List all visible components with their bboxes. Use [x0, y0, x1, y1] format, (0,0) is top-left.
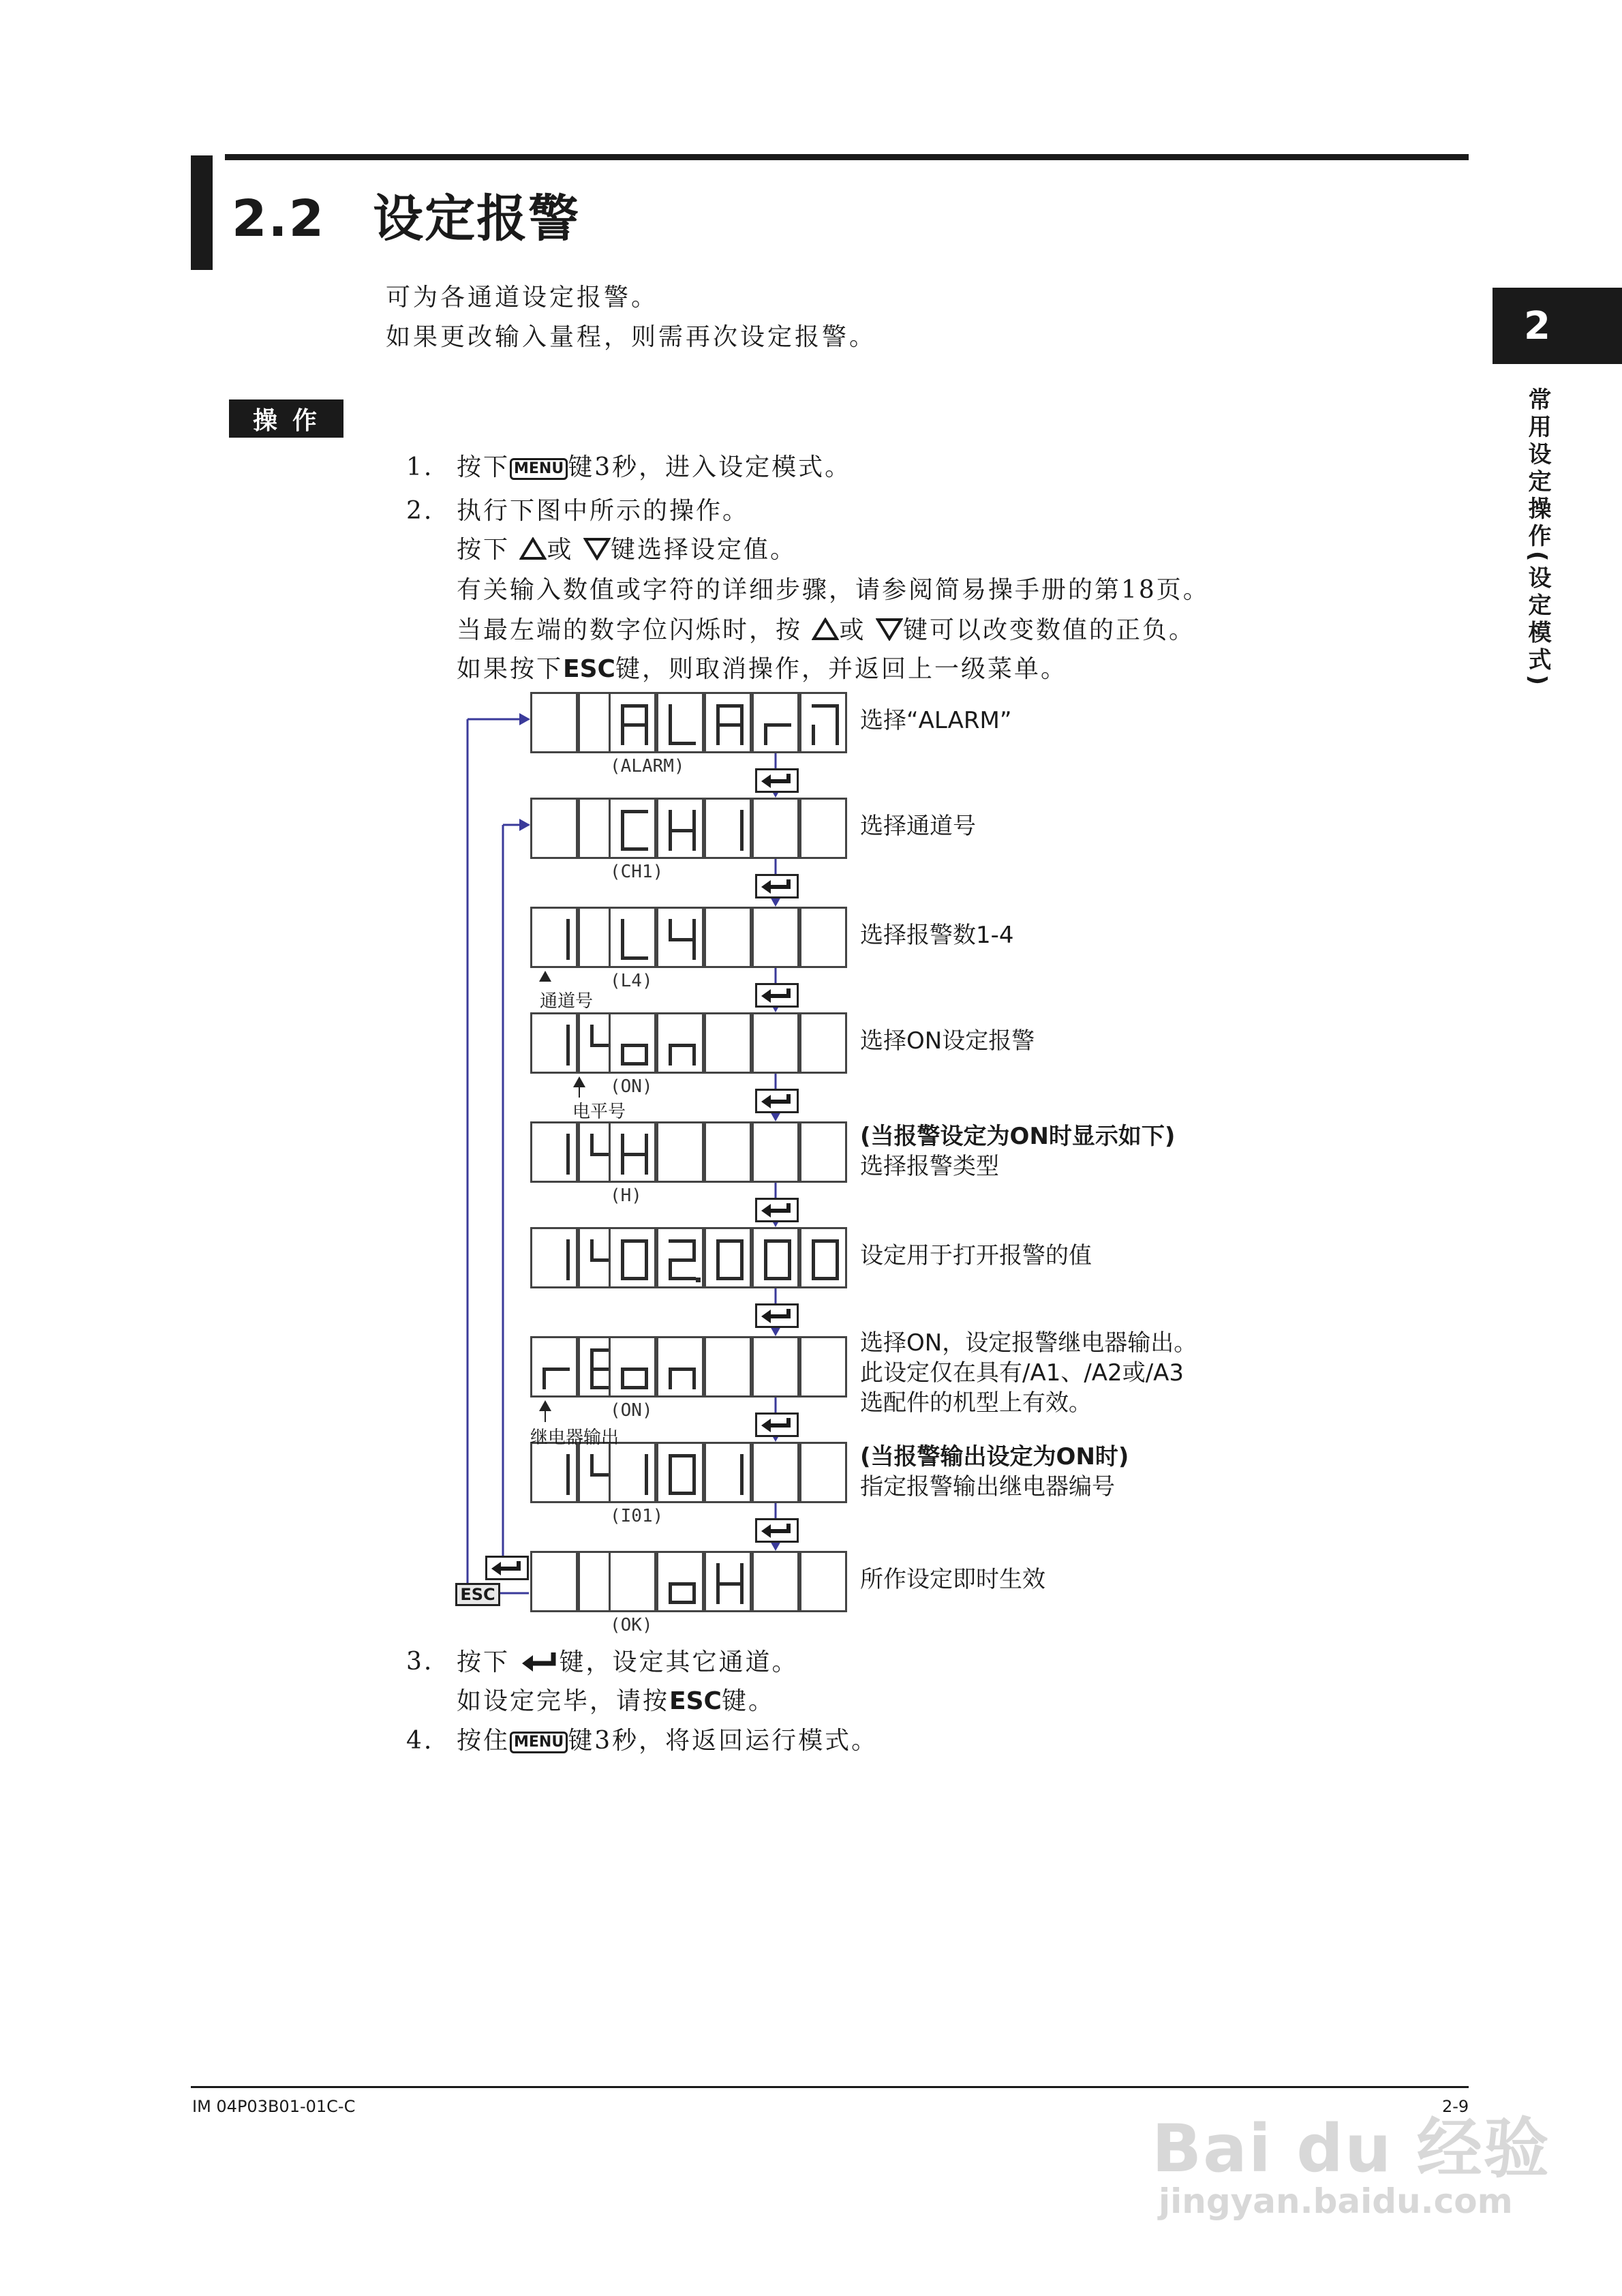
seg-a [716, 704, 744, 708]
seg-e [716, 1584, 720, 1604]
seg-b [645, 1454, 648, 1475]
row-7-mnemonic: (I01) [610, 1506, 664, 1526]
row-6-left-digit-0 [530, 1336, 578, 1398]
seg-c [836, 725, 839, 745]
seg-b [566, 1239, 570, 1260]
seg-d [669, 1492, 696, 1495]
seg-f [716, 1239, 720, 1260]
row-8-mnemonic: (OK) [610, 1615, 653, 1635]
menu-key-icon: MENU [510, 1732, 568, 1753]
seg-f [621, 919, 624, 939]
row-7-main-digit-2 [704, 1442, 752, 1503]
row-4-left-digit-0 [530, 1121, 578, 1183]
step-4-number: 4. [406, 1727, 434, 1755]
seg-b [788, 1239, 791, 1260]
watermark-url: jingyan.baidu.com [1159, 2181, 1513, 2221]
channel-number-label: 通道号 [540, 991, 594, 1012]
row-1-mnemonic: (CH1) [610, 862, 664, 882]
seg-d [716, 1277, 744, 1280]
seg-a [621, 704, 648, 708]
row-4-desc-1: 选择报警类型 [860, 1153, 999, 1180]
seg-e [621, 1369, 624, 1389]
seg-e [669, 1260, 672, 1280]
seg-c [692, 939, 696, 960]
step-3-post: 键，设定其它通道。 [559, 1648, 799, 1676]
seg-d [621, 1386, 648, 1389]
seg-e [590, 1369, 594, 1389]
row-0-main-digit-0 [609, 692, 656, 753]
seg-c [740, 1584, 744, 1604]
row-1-main-digit-0 [609, 798, 656, 859]
row-6-desc-1: 此设定仅在具有/A1、/A2或/A3 [860, 1359, 1184, 1387]
row-6-main-digit-1 [656, 1336, 704, 1398]
row-7-main-digit-0 [609, 1442, 656, 1503]
seg-a [764, 1239, 791, 1243]
row-5-main-digit-4 [799, 1227, 847, 1288]
row-2-mnemonic: (L4) [610, 971, 653, 991]
enter-key-icon [757, 1200, 797, 1220]
row-4-desc-0: (当报警设定为ON时显示如下) [860, 1123, 1176, 1150]
row-2-enter-key [755, 983, 799, 1008]
seg-g [621, 1368, 648, 1371]
step-4-pre: 按住 [457, 1727, 510, 1755]
step-1-number: 1. [406, 453, 434, 481]
seg-e [669, 1475, 672, 1495]
step-4-post: 键3秒，将返回运行模式。 [568, 1727, 878, 1755]
step-2-line-2-post: 键选择设定值。 [610, 536, 797, 564]
seg-f [716, 1563, 720, 1584]
row-3-main-digit-4 [799, 1012, 847, 1074]
seg-e [669, 830, 672, 851]
step-2-line-3: 有关输入数值或字符的详细步骤，请参阅简易操手册的第18页。 [457, 576, 1210, 604]
seg-e [621, 939, 624, 960]
seg-c [566, 1154, 570, 1175]
seg-d [621, 956, 648, 960]
seg-b [740, 704, 744, 725]
row-5-main-digit-0 [609, 1227, 656, 1288]
row-7-main-digit-1 [656, 1442, 704, 1503]
row-0-main-digit-3 [752, 692, 799, 753]
seg-e [621, 725, 624, 745]
step-2-line-4-post: 键可以改变数值的正负。 [902, 616, 1195, 644]
step-3-line-1 [457, 1650, 798, 1675]
seg-b [692, 1454, 696, 1475]
row-0-desc-0: 选择“ALARM” [860, 707, 1012, 734]
row-8-main-digit-3 [752, 1551, 799, 1612]
row-4-main-digit-1 [656, 1121, 704, 1183]
row-3-main-digit-3 [752, 1012, 799, 1074]
seg-b [740, 810, 744, 830]
arrow-head [573, 1076, 585, 1087]
seg-c [566, 1260, 570, 1280]
enter-key-icon [757, 985, 797, 1006]
seg-g [621, 1153, 648, 1156]
step-2-line-2-or: 或 [547, 536, 574, 564]
row-0-mnemonic: (ALARM) [610, 756, 685, 776]
enter-key-icon [487, 1558, 527, 1578]
operation-badge: 操作 [229, 399, 343, 438]
seg-b [566, 1025, 570, 1045]
seg-b [692, 810, 696, 830]
row-7-main-digit-4 [799, 1442, 847, 1503]
seg-f [812, 1239, 815, 1260]
arrow-head [539, 1400, 551, 1411]
row-4-mnemonic: (H) [610, 1185, 642, 1206]
seg-f [764, 1239, 767, 1260]
seg-g [669, 938, 696, 941]
seg-b [645, 704, 648, 725]
seg-g [621, 1044, 648, 1047]
row-5-enter-key [755, 1303, 799, 1328]
seg-f [590, 1239, 594, 1260]
seg-b [566, 1134, 570, 1154]
row-7-desc-1: 指定报警输出继电器编号 [860, 1473, 1115, 1500]
seg-c [740, 725, 744, 745]
seg-g [716, 1582, 744, 1586]
row-4-enter-key [755, 1198, 799, 1222]
row-4-main-digit-0 [609, 1121, 656, 1183]
row-1-main-digit-3 [752, 798, 799, 859]
step-2-line-4-or: 或 [839, 616, 866, 644]
row-6-desc-0: 选择ON，设定报警继电器输出。 [860, 1329, 1197, 1357]
row-1-main-digit-2 [704, 798, 752, 859]
row-0-enter-key [755, 768, 799, 793]
seg-b [645, 1239, 648, 1260]
step-3-line-2-post: 键。 [721, 1687, 775, 1715]
row-8-desc-0: 所作设定即时生效 [860, 1566, 1045, 1593]
step-3-pre: 按下 [457, 1648, 510, 1676]
seg-d [812, 1277, 839, 1280]
seg-g [716, 723, 744, 727]
seg-c [566, 1045, 570, 1066]
row-6-main-digit-0 [609, 1336, 656, 1398]
footer-rule [191, 2086, 1469, 2088]
seg-d [669, 1277, 696, 1280]
enter-key-icon [757, 770, 797, 791]
seg-f [716, 704, 720, 725]
seg-e [669, 1369, 672, 1389]
row-7-enter-key [755, 1518, 799, 1543]
chapter-number: 2 [1524, 303, 1550, 348]
footer-page-number: 2-9 [1442, 2097, 1469, 2116]
seg-f [621, 704, 624, 725]
seg-b [692, 919, 696, 939]
row-3-desc-0: 选择ON设定报警 [860, 1027, 1035, 1055]
row-6-main-digit-3 [752, 1336, 799, 1398]
esc-key-label: ESC [563, 655, 615, 683]
seg-g [669, 1044, 696, 1047]
row-5-main-digit-3 [752, 1227, 799, 1288]
seg-f [621, 810, 624, 830]
row-8-main-digit-1 [656, 1551, 704, 1612]
seg-c [566, 939, 570, 960]
seg-f [621, 1239, 624, 1260]
seg-f [590, 1348, 594, 1369]
seg-e [621, 1154, 624, 1175]
seg-e [716, 725, 720, 745]
seg-b [692, 1239, 696, 1260]
row-0-left-digit-0 [530, 692, 578, 753]
seg-c [740, 830, 744, 851]
step-2-line-4-pre: 当最左端的数字位闪烁时，按 [457, 616, 803, 644]
loop-enter-key [485, 1556, 529, 1580]
seg-c [692, 830, 696, 851]
intro-line-1: 可为各通道设定报警。 [386, 284, 659, 312]
seg-f [669, 919, 672, 939]
seg-e [621, 1045, 624, 1066]
seg-f [669, 704, 672, 725]
row-3-main-digit-2 [704, 1012, 752, 1074]
row-7-main-digit-3 [752, 1442, 799, 1503]
enter-key-icon [757, 1091, 797, 1111]
enter-key-icon [757, 876, 797, 896]
arrow-head [519, 713, 530, 725]
row-2-main-digit-0 [609, 907, 656, 968]
row-6-desc-2: 选配件的机型上有效。 [860, 1389, 1092, 1417]
watermark-brand: Bai du 经验 [1152, 2111, 1550, 2187]
seg-g [669, 829, 696, 832]
seg-c [692, 1045, 696, 1066]
step-3-line-2 [457, 1689, 775, 1714]
section-title: 设定报警 [373, 190, 581, 248]
seg-a [669, 1239, 696, 1243]
row-6-enter-key [755, 1413, 799, 1437]
seg-g [621, 723, 648, 727]
row-0-main-digit-1 [656, 692, 704, 753]
seg-b [645, 1134, 648, 1154]
row-1-enter-key [755, 874, 799, 898]
esc-key-badge: ESC [455, 1583, 500, 1606]
step-4 [457, 1729, 878, 1753]
row-3-mnemonic: (ON) [610, 1076, 653, 1097]
seg-c [645, 1475, 648, 1495]
seg-e [812, 725, 815, 745]
seg-b [740, 1563, 744, 1584]
seg-b [566, 919, 570, 939]
step-3-line-2-pre: 如设定完毕，请按 [457, 1687, 670, 1715]
seg-b [566, 1454, 570, 1475]
step-3-number: 3. [406, 1648, 434, 1676]
row-2-main-digit-1 [656, 907, 704, 968]
step-1-post: 键3秒，进入设定模式。 [568, 453, 852, 481]
seg-e [621, 830, 624, 851]
intro-line-2: 如果更改输入量程，则需再次设定报警。 [386, 323, 877, 351]
row-8-main-digit-0 [609, 1551, 656, 1612]
row-7-left-digit-0 [530, 1442, 578, 1503]
row-8-main-digit-4 [799, 1551, 847, 1612]
row-7-desc-0: (当报警输出设定为ON时) [860, 1443, 1129, 1470]
seg-g [669, 1582, 696, 1586]
row-2-left-digit-0 [530, 907, 578, 968]
row-4-main-digit-3 [752, 1121, 799, 1183]
seg-e [812, 1260, 815, 1280]
row-3-main-digit-1 [656, 1012, 704, 1074]
menu-key-icon: MENU [510, 458, 568, 480]
seg-c [566, 1475, 570, 1495]
seg-e [669, 1045, 672, 1066]
step-2-line-2-pre: 按下 [457, 536, 510, 564]
seg-c [645, 725, 648, 745]
enter-key-icon [757, 1415, 797, 1435]
seg-g [669, 1368, 696, 1371]
seg-d [621, 1062, 648, 1066]
seg-d [621, 847, 648, 851]
row-1-main-digit-4 [799, 798, 847, 859]
row-6-main-digit-2 [704, 1336, 752, 1398]
seg-f [590, 1134, 594, 1154]
row-3-enter-key [755, 1089, 799, 1113]
seg-e [669, 725, 672, 745]
row-2-main-digit-4 [799, 907, 847, 968]
relay-output-label: 继电器输出 [530, 1428, 619, 1448]
seg-c [692, 1369, 696, 1389]
chapter-label: 常用设定操作(设定模式) [1524, 387, 1551, 690]
row-6-mnemonic: (ON) [610, 1400, 653, 1421]
seg-b [836, 704, 839, 725]
seg-c [740, 1475, 744, 1495]
enter-key-icon [757, 1520, 797, 1541]
enter-key-icon [757, 1305, 797, 1326]
seg-e [716, 1260, 720, 1280]
row-4-main-digit-2 [704, 1121, 752, 1183]
row-6-main-digit-4 [799, 1336, 847, 1398]
decimal-point [696, 1278, 701, 1282]
seg-a [812, 704, 839, 708]
seg-d [669, 1601, 696, 1604]
section-number: 2.2 [232, 190, 326, 248]
row-1-main-digit-1 [656, 798, 704, 859]
seg-a [621, 1239, 648, 1243]
seg-c [645, 1154, 648, 1175]
footer-doc-id: IM 04P03B01-01C-C [192, 2097, 356, 2116]
row-2-desc-0: 选择报警数1-4 [860, 922, 1014, 949]
seg-d [669, 742, 696, 745]
seg-e [764, 725, 767, 745]
row-8-main-digit-2 [704, 1551, 752, 1612]
row-8-left-digit-0 [530, 1551, 578, 1612]
row-3-left-digit-0 [530, 1012, 578, 1074]
seg-f [590, 1025, 594, 1045]
row-0-main-digit-4 [799, 692, 847, 753]
step-2-line-5-post: 键，则取消操作，并返回上一级菜单。 [615, 655, 1067, 683]
level-number-label: 电平号 [572, 1102, 626, 1122]
seg-b [740, 1454, 744, 1475]
arrow-head [519, 819, 530, 831]
row-3-main-digit-0 [609, 1012, 656, 1074]
seg-e [542, 1369, 546, 1389]
seg-g [669, 1258, 696, 1262]
seg-g [764, 723, 791, 727]
seg-f [590, 1454, 594, 1475]
row-5-main-digit-2 [704, 1227, 752, 1288]
step-2-number: 2. [406, 497, 434, 525]
seg-g [542, 1368, 570, 1371]
row-2-main-digit-3 [752, 907, 799, 968]
esc-key-label: ESC [669, 1687, 722, 1715]
seg-a [669, 1454, 696, 1457]
seg-e [621, 1260, 624, 1280]
row-2-main-digit-2 [704, 907, 752, 968]
seg-a [716, 1239, 744, 1243]
seg-e [764, 1260, 767, 1280]
row-5-left-digit-0 [530, 1227, 578, 1288]
step-2-line-5-pre: 如果按下 [457, 655, 564, 683]
row-4-main-digit-4 [799, 1121, 847, 1183]
seg-b [836, 1239, 839, 1260]
arrow-head [539, 971, 551, 982]
step-1-pre: 按下 [457, 453, 510, 481]
enter-key-icon [519, 1650, 559, 1674]
seg-a [812, 1239, 839, 1243]
seg-f [621, 1134, 624, 1154]
row-0-main-digit-2 [704, 692, 752, 753]
seg-d [621, 1277, 648, 1280]
row-5-desc-0: 设定用于打开报警的值 [860, 1242, 1092, 1269]
seg-f [669, 1454, 672, 1475]
seg-d [764, 1277, 791, 1280]
seg-e [669, 1584, 672, 1604]
step-2-line-1: 执行下图中所示的操作。 [457, 497, 750, 525]
row-1-desc-0: 选择通道号 [860, 813, 976, 840]
row-1-left-digit-0 [530, 798, 578, 859]
seg-f [669, 810, 672, 830]
seg-b [740, 1239, 744, 1260]
seg-a [621, 810, 648, 813]
